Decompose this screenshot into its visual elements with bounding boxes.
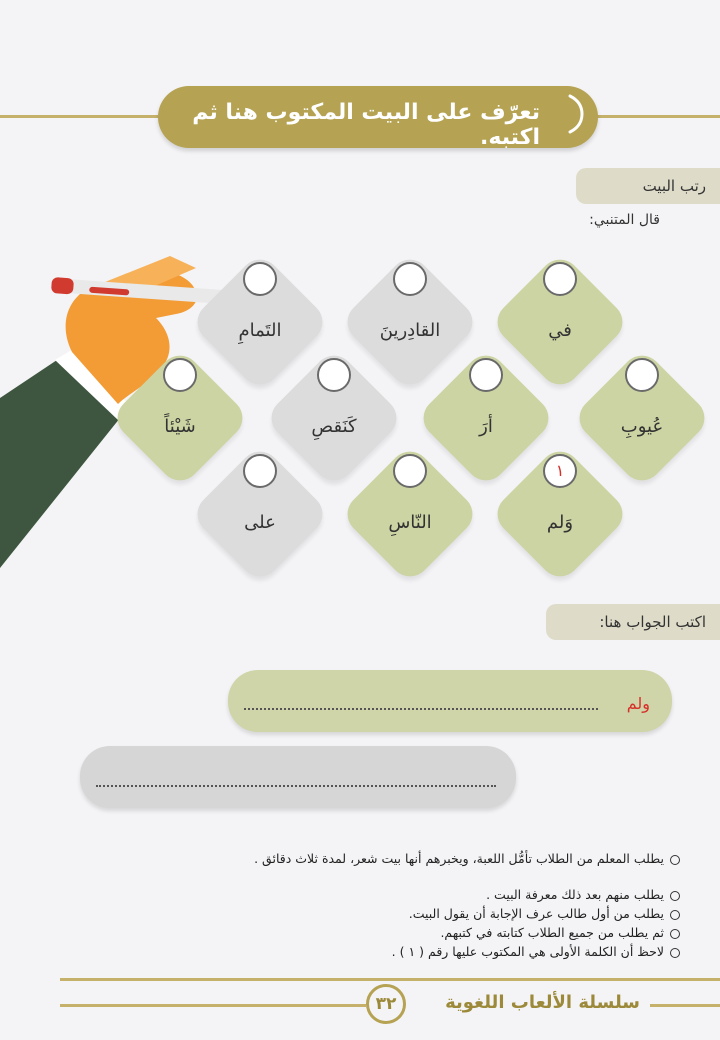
number-circle[interactable] <box>163 358 197 392</box>
number-circle[interactable] <box>543 262 577 296</box>
word-tile[interactable] <box>490 444 630 584</box>
tile-word: كَنَقصِ <box>311 416 357 437</box>
bullet-circle-icon <box>670 948 680 958</box>
number-circle[interactable] <box>393 454 427 488</box>
answer-line-2[interactable] <box>80 746 516 808</box>
number-circle[interactable] <box>625 358 659 392</box>
number-circle[interactable] <box>469 358 503 392</box>
bullet-circle-icon <box>670 929 680 939</box>
number-circle[interactable] <box>243 454 277 488</box>
instruction-item <box>150 850 680 868</box>
tile-word: عُيوبِ <box>620 416 664 437</box>
tile-word: شَيْئاً <box>164 416 196 437</box>
bullet-circle-icon <box>670 855 680 865</box>
number-circle[interactable] <box>243 262 277 296</box>
footer-line-top <box>60 978 720 981</box>
series-title: سلسلة الألعاب اللغوية <box>445 992 640 1013</box>
number-circle[interactable]: ١ <box>543 454 577 488</box>
instruction-item <box>150 886 680 904</box>
instruction-text: يطلب من أول طالب عرف الإجابة أن يقول البيت. <box>408 906 664 921</box>
instruction-text: يطلب منهم بعد ذلك معرفة البيت . <box>486 887 664 902</box>
tile-word: وَلم <box>546 512 574 533</box>
header-title: تعرّف على البيت المكتوب هنا ثم اكتبه. <box>192 100 540 150</box>
bullet-circle-icon <box>670 910 680 920</box>
instruction-text: ثم يطلب من جميع الطلاب كتابته في كتبهم. <box>440 925 664 940</box>
instruction-item <box>150 924 680 942</box>
tile-word: التَمامِ <box>238 320 282 341</box>
bracket-icon <box>566 92 586 136</box>
instruction-text: لاحظ أن الكلمة الأولى هي المكتوب عليها رقم ( ١ ) . <box>391 944 664 959</box>
answer-first-word: ولم <box>626 694 650 713</box>
number-circle[interactable] <box>317 358 351 392</box>
number-circle[interactable] <box>393 262 427 296</box>
poet-line: قال المتنبي: <box>589 212 660 228</box>
tile-word: النّاسِ <box>388 512 432 533</box>
tile-word: أرَ <box>479 416 493 437</box>
footer-line-left <box>60 1004 366 1007</box>
instruction-item <box>150 905 680 923</box>
section-label-answer: اكتب الجواب هنا: <box>546 604 720 640</box>
bullet-circle-icon <box>670 891 680 901</box>
dotted-line-1 <box>244 708 598 710</box>
instruction-text: يطلب المعلم من الطلاب تأمُّل اللعبة، ويخبرهم أنها بيت شعر، لمدة ثلاث دقائق . <box>254 851 664 866</box>
instruction-item <box>150 943 680 961</box>
word-tile[interactable] <box>340 444 480 584</box>
footer-line-right <box>650 1004 720 1007</box>
section-label-arrange: رتب البيت <box>576 168 720 204</box>
dotted-line-2 <box>96 785 496 787</box>
tile-word: في <box>548 320 572 341</box>
tile-word: على <box>244 512 276 533</box>
header-line-right <box>596 115 720 118</box>
page-number: ٣٢ <box>366 984 406 1024</box>
tile-word: القادِرينَ <box>379 320 441 341</box>
word-tile[interactable] <box>190 444 330 584</box>
header-line-left <box>0 115 160 118</box>
